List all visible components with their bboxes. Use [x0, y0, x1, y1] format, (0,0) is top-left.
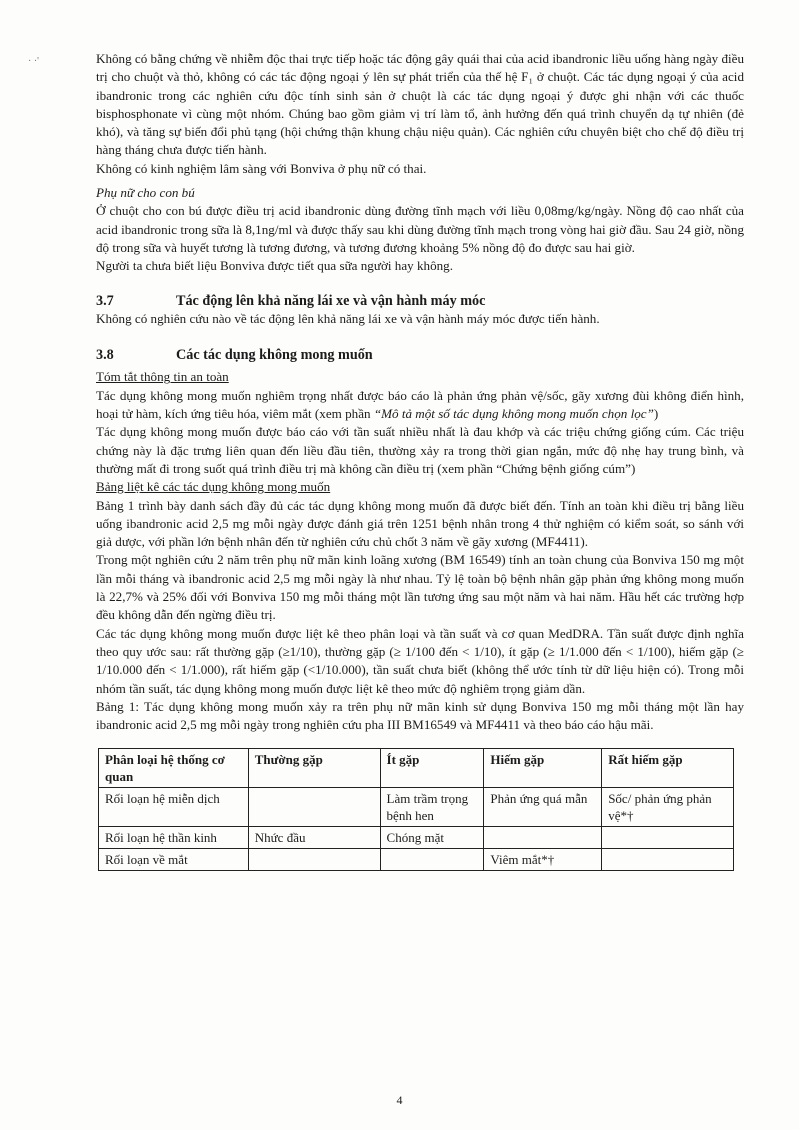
table-cell: Chóng mặt: [380, 827, 484, 849]
table-header-cell: Phân loại hệ thống cơ quan: [99, 749, 249, 788]
paragraph: Tác dụng không mong muốn được báo cáo với tần suất nhiều nhất là đau khớp và các triệu chứng giống cúm. Các triệu chứng này là đặc trưng liên quan đến liều đầu tiên, thường xảy ra trong thời gian ngắn, mức độ nhẹ hay trung bình, và thường mất đi trong suốt quá trình điều trị mà không cần điều trị (xem phần “Chứng bệnh giống cúm”): [96, 424, 744, 476]
table-header-cell: Rất hiếm gặp: [602, 749, 734, 788]
table-cell: [602, 849, 734, 871]
adverse-effects-table: [98, 748, 734, 871]
paragraph: Các tác dụng không mong muốn được liệt kê theo phân loại và tần suất và cơ quan MedDRA. Tần suất được định nghĩa theo quy ước sau: rất thường gặp (≥1/10), thường gặp (≥ 1/100 đến < 1/10), ít gặp (≥ 1/1.000 đến < 1/100), hiếm gặp (≥ 1/10.000 đến < 1/1.000), rất hiếm gặp (<1/10.000), tần suất chưa biết (không thể ước tính từ dữ liệu hiện có). Trong mỗi nhóm tần suất, tác dụng không mong muốn được liệt kê theo mức độ nghiêm trọng giảm dần.: [96, 625, 744, 696]
section-heading-3-7: [96, 292, 744, 310]
table-caption: Bảng 1: Tác dụng không mong muốn xảy ra trên phụ nữ mãn kinh sử dụng Bonviva 150 mg mỗi tháng một lần hay ibandronic acid 2,5 mg mỗi ngày trong nghiên cứu pha III BM16549 và MF4411 và theo báo cáo hậu mãi.: [96, 698, 744, 733]
subheading-breastfeeding: Phụ nữ cho con bú: [96, 185, 195, 201]
cross-reference: “Mô tả một số tác dụng không mong muốn chọn lọc”: [373, 406, 654, 422]
document-page: [96, 50, 744, 871]
table-cell: [248, 788, 380, 827]
paragraph: Trong một nghiên cứu 2 năm trên phụ nữ mãn kinh loãng xương (BM 16549) tính an toàn chung của Bonviva 150 mg một lần mỗi tháng và ibandronic acid 2,5 mg mỗi ngày là như nhau. Tỷ lệ toàn bộ bệnh nhân gặp phản ứng không mong muốn là 22,7% và 25% đối với Bonviva 150 mg mỗi tháng một lần tương ứng sau một năm và hai năm. Hầu hết các trường hợp đều không dẫn đến ngừng điều trị.: [96, 552, 744, 623]
table-header-cell: Ít gặp: [380, 749, 484, 788]
table-cell: [602, 827, 734, 849]
section-number: 3.8: [96, 347, 114, 364]
scan-specks: · ·': [28, 56, 39, 67]
table-header-cell: Thường gặp: [248, 749, 380, 788]
table-cell: Làm trầm trọng bệnh hen: [380, 788, 484, 827]
paragraph: Bảng 1 trình bày danh sách đầy đủ các tác dụng không mong muốn đã được biết đến. Tính an toàn khi điều trị bằng liều uống ibandronic acid 2,5 mg mỗi ngày được đánh giá trên 1251 bệnh nhân trong 4 thử nghiệm có kiểm soát, so sánh với giả dược, với phần lớn bệnh nhân đến từ nghiên cứu chủ chốt 3 năm về gãy xương (MF4411).: [96, 497, 744, 550]
table-cell: Viêm mắt*†: [484, 849, 602, 871]
table-cell: Rối loạn hệ thần kinh: [99, 827, 249, 849]
table-header-cell: Hiếm gặp: [484, 749, 602, 788]
paragraph: Không có nghiên cứu nào về tác động lên khả năng lái xe và vận hành máy móc được tiến hành.: [96, 310, 600, 326]
table-row: [99, 827, 734, 849]
page-number: 4: [396, 1093, 403, 1107]
paragraph: Tác dụng không mong muốn nghiêm trọng nhất được báo cáo là phản ứng phản vệ/sốc, gãy xương đùi không điển hình, hoại tử hàm, kích ứng tiêu hóa, viêm mắt (xem phần “Mô tả một số tác dụng không mong muốn chọn lọc”): [96, 387, 744, 422]
table-cell: [380, 849, 484, 871]
subheading-safety-summary: Tóm tắt thông tin an toàn: [96, 369, 229, 385]
table-cell: Sốc/ phản ứng phản vệ*†: [602, 788, 734, 827]
paragraph: Người ta chưa biết liệu Bonviva được tiết qua sữa người hay không.: [96, 258, 453, 274]
table-row: [99, 849, 734, 871]
paragraph: Không có bằng chứng về nhiễm độc thai trực tiếp hoặc tác động gây quái thai của acid ibandronic liều uống hàng ngày điều trị cho chuột và thỏ, không có các tác động ngoại ý lên sự phát triển của thế hệ F₁ ở chuột. Các tác dụng ngoại ý của acid ibandronic trong các nghiên cứu độc tính sinh sản ở chuột là các tác dụng ngoại ý được ghi nhận với các thuốc bisphosphonate vì cùng một nhóm. Chúng bao gồm giảm vị trí làm tổ, ảnh hưởng đến quá trình chuyển dạ tự nhiên (đẻ khó), và tăng sự biến đổi phủ tạng (hội chứng thận khung chậu niệu quản). Các nghiên cứu chuyên biệt cho chế độ điều trị hàng tháng chưa được tiến hành.: [96, 51, 744, 158]
section-title: Các tác dụng không mong muốn: [176, 347, 373, 364]
table-cell: Rối loạn về mắt: [99, 849, 249, 871]
paragraph: Ở chuột cho con bú được điều trị acid ibandronic dùng đường tĩnh mạch với liều 0,08mg/kg/ngày. Nồng độ cao nhất của acid ibandronic trong sữa là 8,1ng/ml và được thấy sau khi dùng đường tĩnh mạch trong vòng hai giờ đầu. Sau 24 giờ, nồng độ trong sữa và huyết tương là tương đương, và tương đương khoảng 5% nồng độ đo được sau hai giờ.: [96, 203, 744, 255]
section-title: Tác động lên khả năng lái xe và vận hành máy móc: [176, 292, 486, 309]
table-cell: Phản ứng quá mẫn: [484, 788, 602, 827]
table-cell: [248, 849, 380, 871]
table-cell: [484, 827, 602, 849]
table-cell: Nhức đầu: [248, 827, 380, 849]
section-heading-3-8: [96, 346, 744, 364]
table-header-row: [99, 749, 734, 788]
section-number: 3.7: [96, 292, 114, 309]
table-cell: Rối loạn hệ miễn dịch: [99, 788, 249, 827]
subheading-adverse-list: Bảng liệt kê các tác dụng không mong muốn: [96, 479, 331, 495]
paragraph: Không có kinh nghiệm lâm sàng với Bonviva ở phụ nữ có thai.: [96, 160, 427, 176]
table-row: [99, 788, 734, 827]
